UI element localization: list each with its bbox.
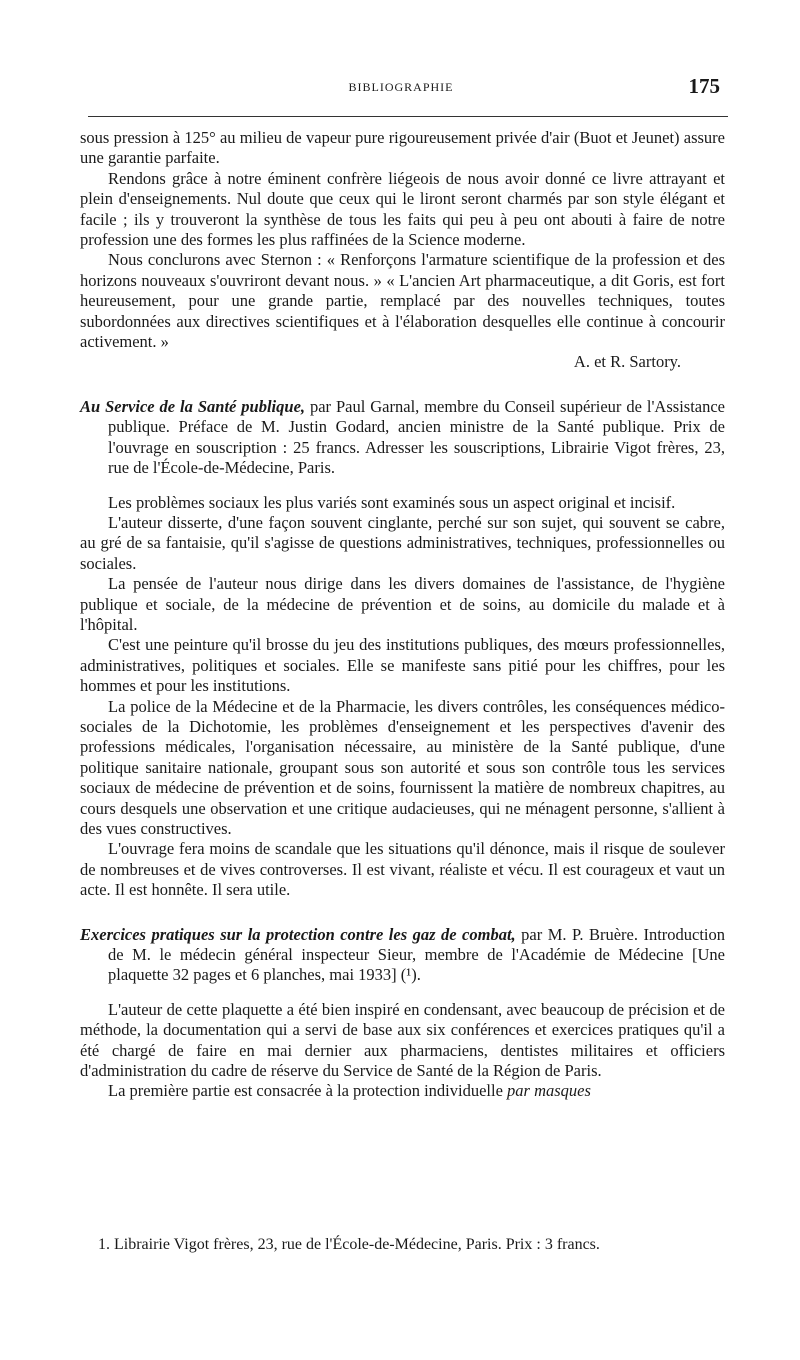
review2-paragraph-6: L'ouvrage fera moins de scandale que les situations qu'il dénonce, mais il risque de soulever de nombreuses et de vives controverses. Il est vivant, réaliste et vécu. Il est courageux et vaut un acte. Il est honnête. Il sera utile. (80, 839, 725, 900)
review2-paragraph-2: L'auteur disserte, d'une façon souvent cinglante, perché sur son sujet, qui souvent se cabre, au gré de sa fantaisie, qu'il s'agisse de questions administratives, techniques, professionnelles ou sociales. (80, 512, 725, 573)
review3-paragraph-2-text: La première partie est consacrée à la protection individuelle (108, 1081, 508, 1101)
review1-paragraph-2: Rendons grâce à notre éminent confrère liégeois de nous avoir donné ce livre attrayant et plein d'enseignements. Nul doute que ceux qui le liront seront charmés par son style élégant et facile ; ils y trouveront la synthèse de tous les faits qui peu à peu ont abouti à faire de notre profession une des formes les plus raffinées de la Science moderne. (80, 168, 725, 250)
book-citation-3: par M. P. Bruère. Introduction de M. le médecin général inspecteur Sieur, membre de l'Académie de Médecine [Une plaquette 32 pages et 6 planches, mai 1933] (¹). (108, 924, 726, 985)
running-title: BIBLIOGRAPHIE (348, 80, 454, 94)
footnote: 1. Librairie Vigot frères, 23, rue de l'École-de-Médecine, Paris. Prix : 3 francs. (98, 1236, 600, 1253)
review1-paragraph-1: sous pression à 125° au milieu de vapeur pure rigoureusement privée d'air (Buot et Jeunet) assure une garantie parfaite. (80, 128, 725, 168)
book-title-2: Au Service de la Santé publique, (80, 396, 306, 416)
header-rule (88, 116, 728, 117)
review1-paragraph-3: Nous conclurons avec Sternon : « Renforçons l'armature scientifique de la profession et des horizons nouveaux s'ouvriront devant nous. » « L'ancien Art pharmaceutique, a dit Goris, est fort heureusement, pour une grande partie, remplacé par des nouvelles techniques, toutes subordonnées aux directives scientifiques et à l'élaboration desquelles elle continue à concourir activement. » (80, 250, 725, 352)
review3-paragraph-2 (80, 1081, 725, 1101)
review3-paragraph-1: L'auteur de cette plaquette a été bien inspiré en condensant, avec beaucoup de précision et de méthode, la documentation qui a servi de base aux six conférences et exercices pratiques qu'il a été chargé de faire en mai dernier aux pharmaciens, dentistes militaires et officiers d'administration du cadre de réserve du Service de Santé de la Région de Paris. (80, 999, 725, 1081)
book-entry-3 (80, 925, 725, 986)
page-number: 175 (688, 74, 720, 98)
book-title-3: Exercices pratiques sur la protection contre les gaz de combat, (80, 924, 516, 944)
page-body (80, 128, 725, 1102)
page-header (82, 74, 720, 104)
book-entry-2 (80, 397, 725, 479)
review1-signature: A. et R. Sartory. (573, 352, 681, 372)
review3-paragraph-2-italic: par masques (507, 1081, 591, 1101)
review2-paragraph-4: C'est une peinture qu'il brosse du jeu des institutions publiques, des mœurs professionnelles, administratives, politiques et sociales. Elle se manifeste sans pitié pour les chiffres, pour les hommes et pour les institutions. (80, 635, 725, 696)
book-citation-2: par Paul Garnal, membre du Conseil supérieur de l'Assistance publique. Préface de M. Justin Godard, ancien ministre de la Santé publique. Prix de l'ouvrage en souscription : 25 francs. Adresser les souscriptions, Librairie Vigot frères, 23, rue de l'École-de-Médecine, Paris. (108, 396, 726, 478)
review1-signature-line (80, 352, 725, 372)
review2-paragraph-5: La police de la Médecine et de la Pharmacie, les divers contrôles, les conséquences médico-sociales de la Dichotomie, les problèmes d'enseignement et les perspectives d'avenir des professions médicales, l'organisation nécessaire, au ministère de la Santé publique, d'une politique sanitaire nationale, groupant sous son autorité et sous son contrôle tous les services sociaux de médecine de prévention et de soins, fournissent la matière de nombreux chapitres, au cours desquels une observation et une critique audacieuses, qui ne ménagent personne, s'allient à des vues constructives. (80, 696, 725, 838)
review2-paragraph-3: La pensée de l'auteur nous dirige dans les divers domaines de l'assistance, de l'hygiène publique et sociale, de la médecine de prévention et de soins, au domicile du malade et à l'hôpital. (80, 574, 725, 634)
review2-paragraph-1: Les problèmes sociaux les plus variés sont examinés sous un aspect original et incisif. (108, 492, 676, 512)
